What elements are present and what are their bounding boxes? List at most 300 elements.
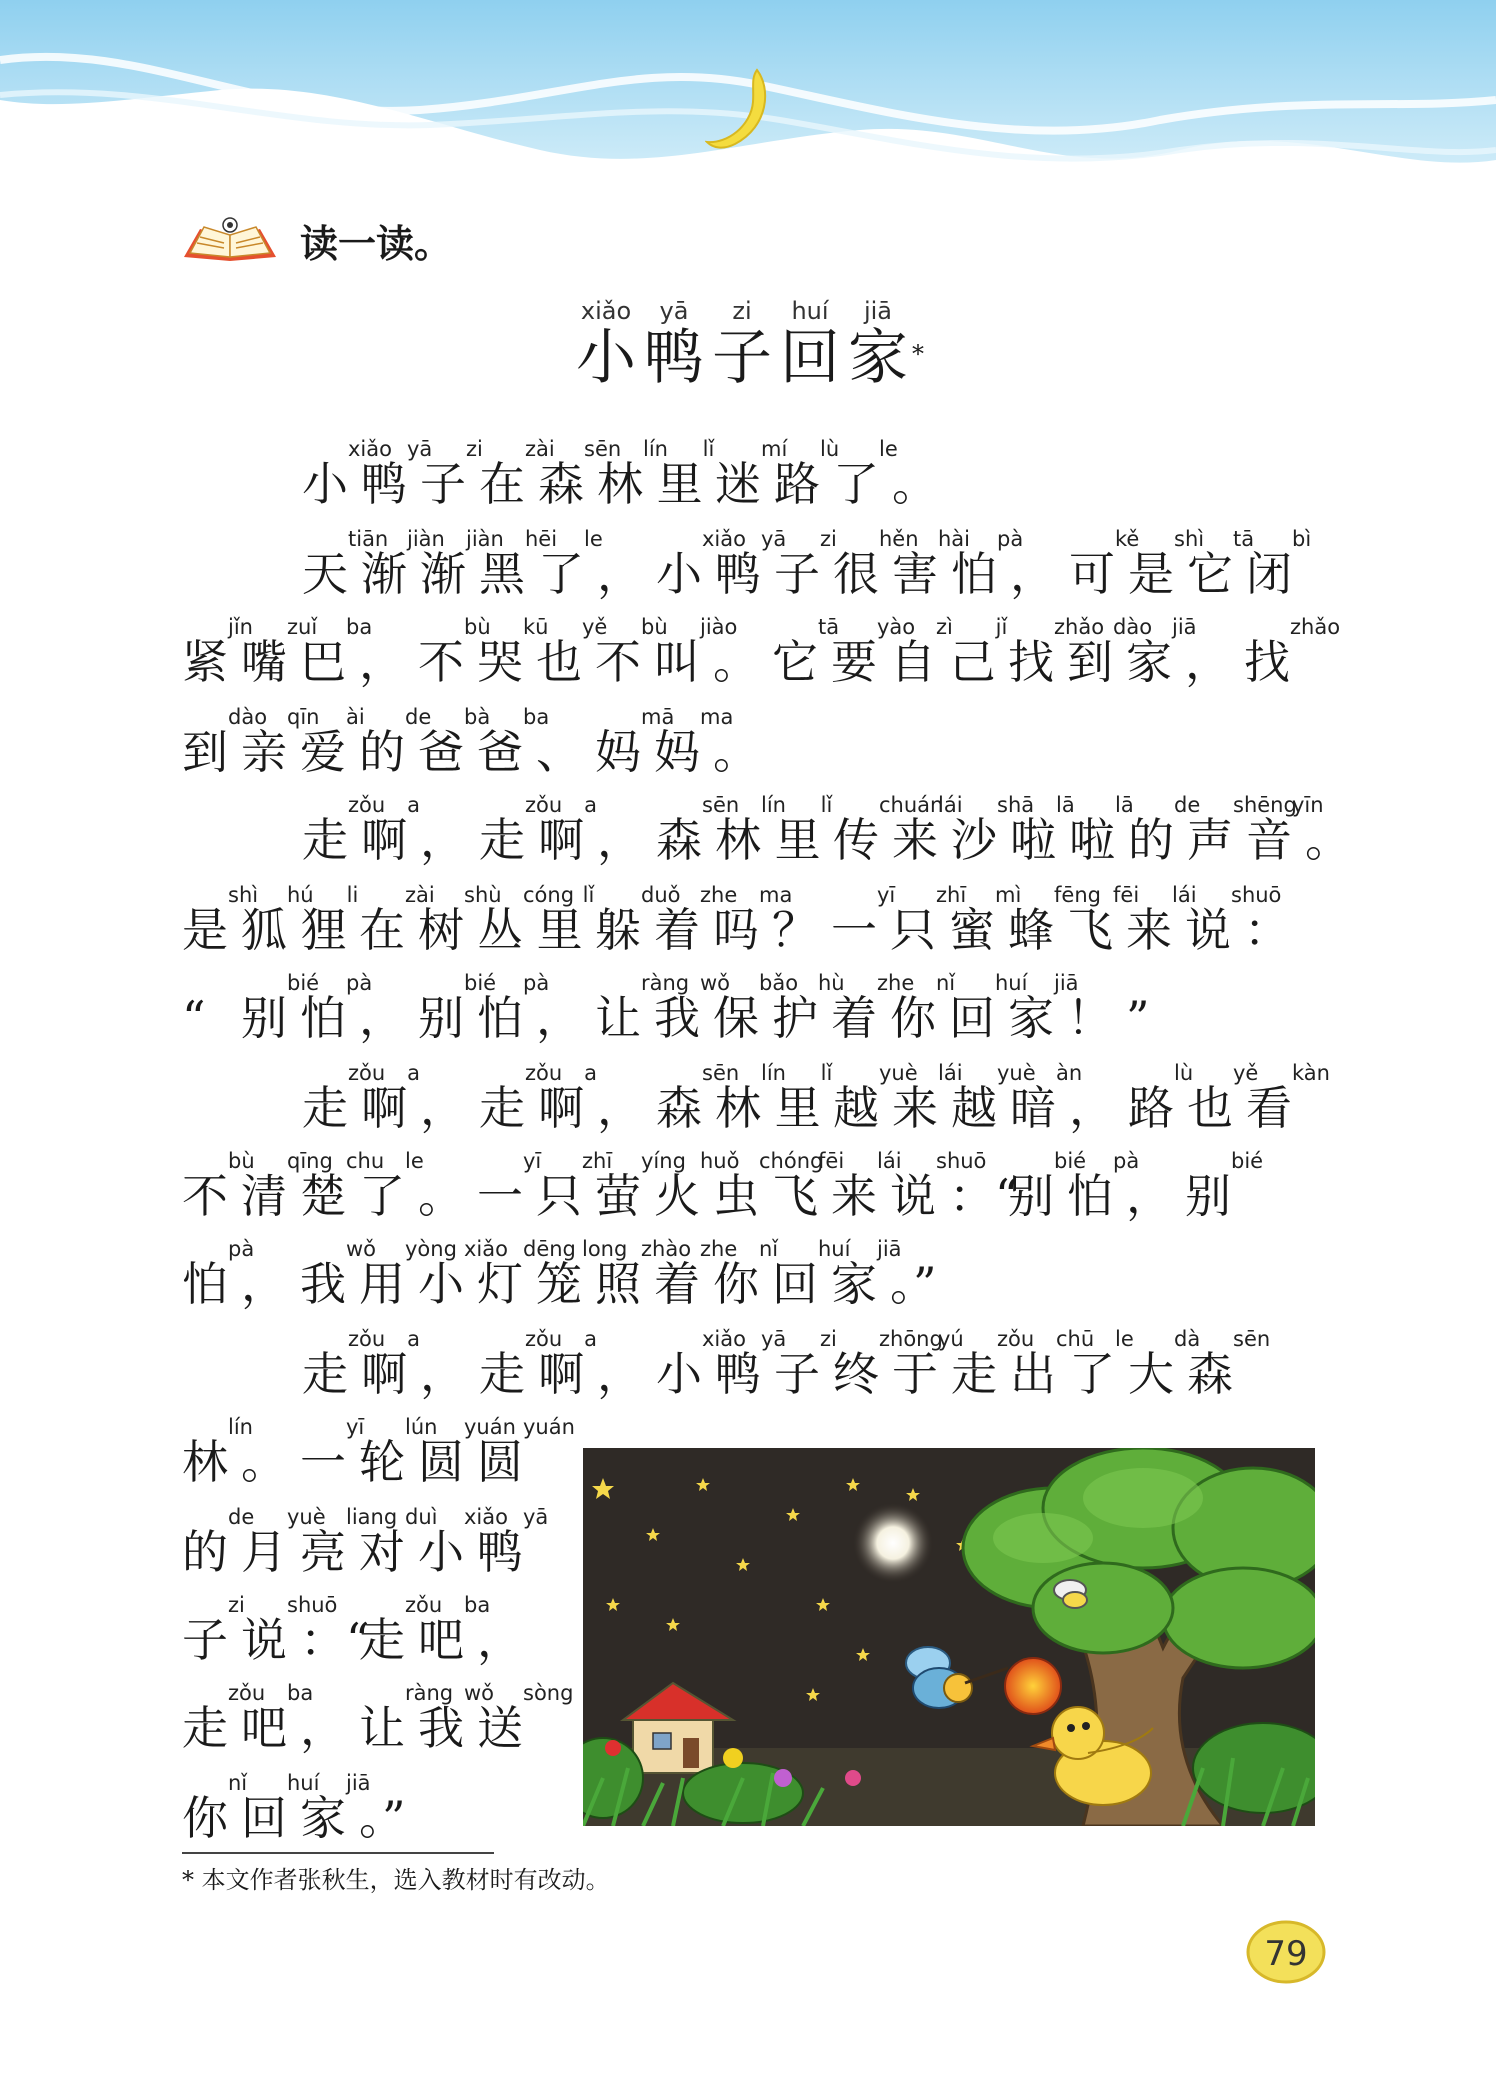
text-line [302,1061,1330,1135]
pinyin: xiǎo [348,437,392,461]
hanzi: 不bù [182,1149,255,1223]
pinyin: zhe [700,1237,738,1261]
pinyin: zǒu [348,793,386,817]
hanzi: 森sēn [1187,1327,1271,1401]
hanzi: 照zhào [595,1237,692,1311]
pinyin: pà [997,527,1024,551]
pinyin: wǒ [700,971,731,995]
pinyin: zǒu [525,1061,563,1085]
hanzi: 怕pà [182,1237,255,1311]
hanzi: 萤yíng [595,1149,686,1223]
hanzi: 了le [1069,1327,1134,1401]
pinyin: qīng [287,1149,333,1173]
hanzi: 啊a [361,1327,420,1401]
footnote-divider [182,1852,494,1854]
hanzi: 传chuán [833,793,944,867]
pinyin: zǒu [228,1681,266,1705]
title-char: 回huí [780,297,840,393]
hanzi: 小xiǎo [418,1505,508,1579]
pinyin: jiā [877,1237,902,1261]
pinyin: pà [523,971,550,995]
pinyin: lǐ [702,437,715,461]
punctuation: ” [1126,991,1150,1045]
pinyin: chū [1056,1327,1095,1351]
hanzi: 怕pà [1067,1149,1140,1223]
text-line [182,1771,418,1845]
hanzi: 火huǒ [654,1149,740,1223]
hanzi: 自zì [890,615,953,689]
text-line [182,971,1185,1045]
pinyin: huí [287,1771,320,1795]
punctuation: ， [597,1347,643,1401]
hanzi: 我wǒ [654,971,731,1045]
hanzi: 回huí [772,1237,851,1311]
pinyin: lǐ [820,1061,833,1085]
pinyin: tā [818,615,840,639]
pinyin: zǒu [525,793,563,817]
pinyin: bù [228,1149,255,1173]
hanzi: 我wǒ [300,1237,377,1311]
pinyin: mā [641,705,675,729]
punctuation: 。” [359,1791,406,1845]
pinyin: liang [346,1505,398,1529]
hanzi: 它tā [772,615,840,689]
pinyin: zi [228,1593,245,1617]
punctuation: ， [1069,1081,1115,1135]
pinyin: xiǎo [702,1327,746,1351]
pinyin: yě [582,615,608,639]
pinyin: sòng [523,1681,574,1705]
hanzi: 对duì [359,1505,438,1579]
pinyin: huǒ [700,1149,740,1173]
hanzi: 林lín [597,437,668,511]
pinyin: lún [405,1415,438,1439]
pinyin: yě [1233,1061,1259,1085]
hanzi: 了le [359,1149,424,1223]
pinyin: a [584,1327,597,1351]
pinyin: bǎo [759,971,799,995]
pinyin: zhī [936,883,967,907]
pinyin: zhǎo [1290,615,1341,639]
hanzi: 来lái [831,1149,902,1223]
pinyin: yuán [523,1415,575,1439]
punctuation: ， [1126,1169,1172,1223]
hanzi: 虫chóng [713,1149,824,1223]
pinyin: sēn [702,1061,740,1085]
text-line [182,1681,574,1755]
pinyin: zì [936,615,953,639]
hanzi: 在zài [479,437,555,511]
punctuation: ， [359,635,405,689]
pinyin: yīn [1292,793,1324,817]
pinyin: mì [995,883,1022,907]
title-pinyin: jiā [848,297,908,325]
hanzi: 鸭yā [715,527,787,601]
hanzi: 着zhe [654,1237,738,1311]
pinyin: pà [346,971,373,995]
hanzi: 里lǐ [536,883,595,957]
pinyin: jiā [346,1771,371,1795]
hanzi: 鸭yā [477,1505,549,1579]
hanzi: 走zǒu [302,1327,386,1401]
punctuation: 。” [890,1257,937,1311]
pinyin: ba [464,1593,491,1617]
pinyin: sēn [1233,1327,1271,1351]
hanzi: 着zhe [831,971,915,1045]
pinyin: dào [1113,615,1153,639]
text-line [182,1505,549,1579]
pinyin: jǐn [228,615,253,639]
hanzi: 路lù [774,437,840,511]
text-line [182,1237,949,1311]
hanzi: 妈mā [595,705,675,779]
hanzi: 也yě [536,615,608,689]
hanzi: 保bǎo [713,971,799,1045]
hanzi: 你nǐ [890,971,956,1045]
hanzi: 树shù [418,883,502,957]
hanzi: 暗àn [1010,1061,1083,1135]
hanzi: 鸭yā [361,437,433,511]
hanzi: 小xiǎo [656,1327,746,1401]
punctuation: ：“ [300,1613,370,1667]
hanzi: 笼long [536,1237,628,1311]
pinyin: chuán [879,793,944,817]
hanzi: 让ràng [595,971,690,1045]
pinyin: yuè [287,1505,326,1529]
hanzi: 是shì [1128,527,1205,601]
hanzi: 里lǐ [774,793,833,867]
pinyin: bà [464,705,491,729]
hanzi: 于yú [892,1327,964,1401]
hanzi: 大dà [1128,1327,1201,1401]
hanzi: 你nǐ [713,1237,779,1311]
pinyin: ràng [641,971,690,995]
pinyin: jǐ [995,615,1008,639]
hanzi: 躲duǒ [595,883,681,957]
hanzi: 也yě [1187,1061,1259,1135]
pinyin: kě [1115,527,1140,551]
pinyin: le [879,437,898,461]
pinyin: bié [1054,1149,1087,1173]
hanzi: 森sēn [656,793,740,867]
hanzi: 走zǒu [479,1327,563,1401]
hanzi: 终zhōng [833,1327,943,1401]
pinyin: zi [466,437,483,461]
instruction-label: 读一读。 [300,221,453,266]
punctuation: ， [536,991,582,1045]
pinyin: le [1115,1327,1134,1351]
pinyin: shì [228,883,259,907]
hanzi: 着zhe [654,883,738,957]
title-pinyin: huí [780,297,840,325]
pinyin: fēi [1113,883,1140,907]
punctuation: 。 [418,1169,464,1223]
hanzi: 别bié [418,971,497,1045]
pinyin: fēng [1054,883,1101,907]
hanzi: 子zi [774,527,837,601]
hanzi: 在zài [359,883,435,957]
pinyin: yuè [997,1061,1036,1085]
pinyin: lǐ [582,883,595,907]
title-pinyin: xiǎo [576,297,636,325]
pinyin: ba [287,1681,314,1705]
pinyin: a [584,793,597,817]
pinyin: zhào [641,1237,692,1261]
hanzi: 怕pà [477,971,550,1045]
hanzi: 紧jǐn [182,615,253,689]
hanzi: 很hěn [833,527,919,601]
pinyin: de [228,1505,255,1529]
pinyin: long [582,1237,628,1261]
pinyin: chu [346,1149,385,1173]
punctuation: 。 [713,635,759,689]
pinyin: lù [820,437,840,461]
hanzi: 别bié [241,971,320,1045]
hanzi: 走zǒu [359,1593,443,1667]
hanzi: 叫jiào [654,615,738,689]
night-forest-illustration [583,1448,1315,1826]
pinyin: zǒu [525,1327,563,1351]
hanzi: 越yuè [951,1061,1036,1135]
pinyin: ma [759,883,793,907]
pinyin: xiǎo [464,1505,508,1529]
punctuation: ？ [772,903,818,957]
pinyin: zǒu [997,1327,1035,1351]
punctuation: ， [597,547,643,601]
crescent-moon-icon [705,66,785,152]
pinyin: shì [1174,527,1205,551]
pinyin: yòng [405,1237,457,1261]
hanzi: 回huí [949,971,1028,1045]
pinyin: sēn [702,793,740,817]
pinyin: yíng [641,1149,686,1173]
hanzi: 声shēng [1187,793,1297,867]
hanzi: 来lái [1126,883,1197,957]
pinyin: hēi [525,527,558,551]
pinyin: zhōng [879,1327,943,1351]
hanzi: 啊a [361,1061,420,1135]
pinyin: cóng [523,883,575,907]
pinyin: bié [1231,1149,1264,1173]
hanzi: 林lín [182,1415,253,1489]
pinyin: yuè [879,1061,918,1085]
hanzi: 来lái [892,793,963,867]
pinyin: hài [938,527,971,551]
footnote: * 本文作者张秋生，选入教材时有改动。 [182,1866,610,1894]
punctuation: 。 [892,457,938,511]
pinyin: zi [820,1327,837,1351]
pinyin: lái [938,1061,963,1085]
pinyin: yī [877,883,896,907]
hanzi: 林lín [715,1061,786,1135]
pinyin: qīn [287,705,320,729]
hanzi: 己jǐ [949,615,1008,689]
hanzi: 它tā [1187,527,1255,601]
punctuation: ， [420,1347,466,1401]
hanzi: 怕pà [951,527,1024,601]
hanzi: 一yī [477,1149,542,1223]
pinyin: duǒ [641,883,681,907]
hanzi: 别bié [1008,1149,1087,1223]
title-footnote-mark: * [912,340,924,368]
hanzi: 回huí [241,1771,320,1845]
page-number: 79 [1264,1934,1308,1974]
pinyin: kàn [1292,1061,1330,1085]
hanzi: 家jiā [831,1237,902,1311]
pinyin: jiā [1054,971,1079,995]
hanzi: 了le [538,527,603,601]
hanzi: 渐jiàn [361,527,445,601]
pinyin: sēn [584,437,622,461]
hanzi: 黑hēi [479,527,558,601]
pinyin: zhǎo [1054,615,1105,639]
pinyin: jiā [1172,615,1197,639]
pinyin: jiào [700,615,738,639]
pinyin: ba [523,705,550,729]
text-line [182,1149,1264,1223]
hanzi: 不bù [595,615,668,689]
hanzi: 小xiǎo [302,437,392,511]
hanzi: 找zhǎo [1008,615,1105,689]
hanzi: 吧ba [241,1681,314,1755]
hanzi: 的de [182,1505,255,1579]
pinyin: hú [287,883,314,907]
text-line [182,1415,575,1489]
hanzi: 林lín [715,793,786,867]
pinyin: mí [761,437,788,461]
hanzi: 说shuō [1185,883,1282,957]
hanzi: 圆yuán [418,1415,516,1489]
pinyin: li [346,883,359,907]
pinyin: zǒu [348,1061,386,1085]
hanzi: 子zi [182,1593,245,1667]
pinyin: wǒ [464,1681,495,1705]
hanzi: 出chū [1010,1327,1095,1401]
hanzi: 啊a [538,793,597,867]
pinyin: a [407,1061,420,1085]
pinyin: hù [818,971,845,995]
pinyin: ma [700,705,734,729]
hanzi: 说shuō [890,1149,987,1223]
hanzi: 里lǐ [656,437,715,511]
pinyin: lā [1115,793,1134,817]
pinyin: bì [1292,527,1312,551]
punctuation: “ [182,991,206,1045]
title-char: 小xiǎo [576,297,636,393]
hanzi: 家jiā [1126,615,1197,689]
hanzi: 让ràng [359,1681,454,1755]
pinyin: chóng [759,1149,824,1173]
pinyin: lín [228,1415,253,1439]
hanzi: 只zhī [890,883,967,957]
hanzi: 看kàn [1246,1061,1330,1135]
pinyin: tiān [348,527,389,551]
pinyin: dēng [523,1237,576,1261]
hanzi: 小xiǎo [418,1237,508,1311]
text-line [182,1593,536,1667]
pinyin: yuán [464,1415,516,1439]
pinyin: yā [407,437,433,461]
punctuation: ！ [1067,991,1113,1045]
pinyin: xiǎo [464,1237,508,1261]
pinyin: zài [405,883,435,907]
pinyin: lái [877,1149,902,1173]
hanzi: 不bù [418,615,491,689]
hanzi: 妈ma [654,705,734,779]
pinyin: shuō [936,1149,987,1173]
hanzi: 用yòng [359,1237,457,1311]
hanzi: 走zǒu [951,1327,1035,1401]
title-pinyin: yā [644,297,704,325]
hanzi: 说shuō [241,1593,338,1667]
punctuation: ， [597,1081,643,1135]
pinyin: shuō [287,1593,338,1617]
hanzi: 狐hú [241,883,314,957]
punctuation: ， [597,813,643,867]
pinyin: tā [1233,527,1255,551]
hanzi: 蜂fēng [1008,883,1101,957]
pinyin: dào [228,705,268,729]
pinyin: duì [405,1505,438,1529]
punctuation: ， [1185,635,1231,689]
hanzi: 可kě [1069,527,1140,601]
hanzi: 飞fēi [772,1149,845,1223]
punctuation: ：“ [949,1169,1019,1223]
pinyin: nǐ [936,971,956,995]
hanzi: 送sòng [477,1681,574,1755]
hanzi: 爸ba [477,705,550,779]
hanzi: 沙shā [951,793,1035,867]
pinyin: lǐ [820,793,833,817]
pinyin: lái [1172,883,1197,907]
hanzi: 迷mí [715,437,788,511]
title-pinyin: zi [712,297,772,325]
pinyin: jiàn [466,527,504,551]
title-char: 家jiā [848,297,908,393]
hanzi: 灯dēng [477,1237,576,1311]
hanzi: 是shì [182,883,259,957]
pinyin: àn [1056,1061,1083,1085]
open-book-icon [180,215,280,265]
pinyin: zài [525,437,555,461]
pinyin: pà [228,1237,255,1261]
hanzi: 嘴zuǐ [241,615,318,689]
pinyin: pà [1113,1149,1140,1173]
pinyin: le [584,527,603,551]
pinyin: nǐ [228,1771,248,1795]
hanzi: 小xiǎo [656,527,746,601]
hanzi: 子zi [774,1327,837,1401]
pinyin: kū [523,615,549,639]
hanzi: 鸭yā [715,1327,787,1401]
pinyin: yī [346,1415,365,1439]
punctuation: 。 [1305,813,1351,867]
pinyin: bù [641,615,668,639]
hanzi: 轮lún [359,1415,438,1489]
pinyin: shù [464,883,502,907]
pinyin: de [1174,793,1201,817]
hanzi: 了le [833,437,898,511]
pinyin: bié [464,971,497,995]
hanzi: 森sēn [656,1061,740,1135]
hanzi: 哭kū [477,615,549,689]
hanzi: 里lǐ [774,1061,833,1135]
hanzi: 子zi [420,437,483,511]
hanzi: 音yīn [1246,793,1324,867]
hanzi: 要yào [831,615,916,689]
text-line [302,793,1364,867]
hanzi: 天tiān [302,527,389,601]
